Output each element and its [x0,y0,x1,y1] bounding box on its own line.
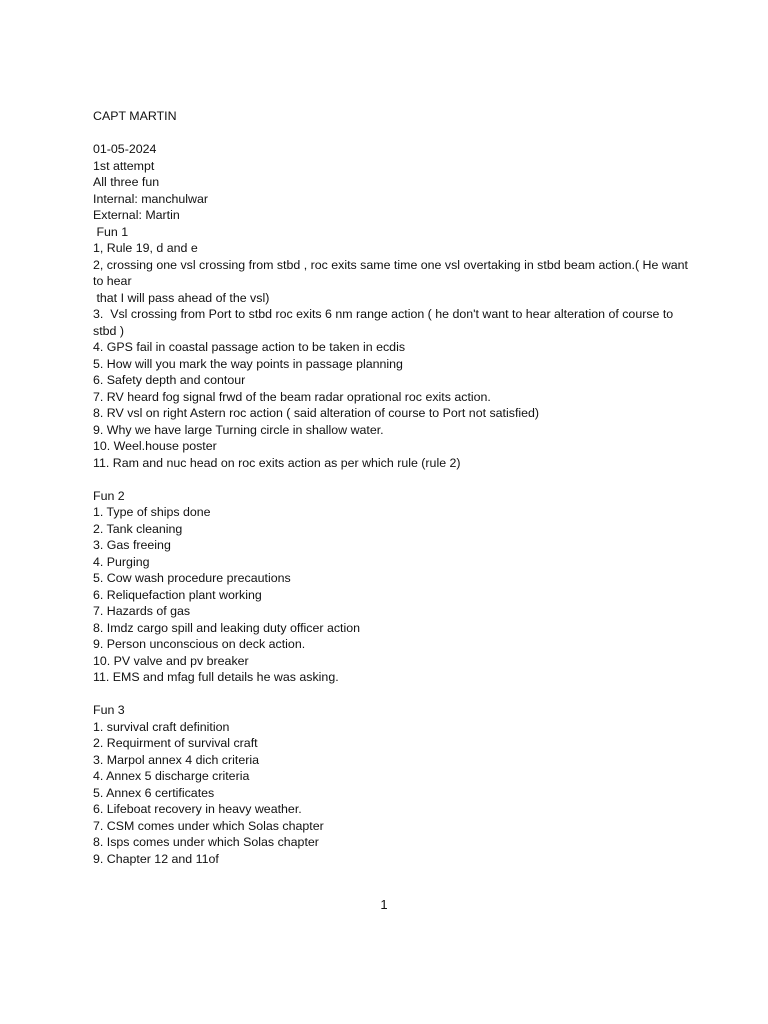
list-item: 1. Type of ships done [93,505,211,519]
scope-note: All three fun [93,175,160,189]
list-item: 1. survival craft definition [93,719,230,734]
list-item: 7. CSM comes under which Solas chapter [93,818,324,833]
list-item: 2. Requirment of survival craft [93,736,258,750]
list-item: 7. RV heard fog signal frwd of the beam radar oprational roc exits action. [93,389,491,404]
fun3-heading: Fun 3 [93,703,125,717]
list-item: 3. Gas freeing [93,538,171,552]
list-item: 5. Annex 6 certificates [93,785,215,800]
spacer [93,686,693,703]
list-item: 9. Why we have large Turning circle in shallow water. [93,422,384,437]
spacer [93,471,693,488]
list-item: 7. Hazards of gas [93,604,191,618]
fun2-heading: Fun 2 [93,488,125,503]
list-item: 10. PV valve and pv breaker [93,653,249,668]
list-item: 4. GPS fail in coastal passage action to be taken in ecdis [93,340,406,354]
list-item: 6. Lifeboat recovery in heavy weather. [93,802,302,816]
list-item: 5. Cow wash procedure precautions [93,571,291,585]
list-item: 8. RV vsl on right Astern roc action ( said alteration of course to Port not satisfied) [93,406,540,420]
list-item: 9. Chapter 12 and 11of [93,851,219,866]
list-item: 11. EMS and mfag full details he was asking. [93,670,339,684]
internal-examiner: Internal: manchulwar [93,191,209,206]
spacer [93,125,693,142]
document-title: CAPT MARTIN [93,109,177,123]
external-examiner: External: Martin [93,208,180,222]
list-item: 8. Imdz cargo spill and leaking duty officer action [93,620,361,635]
list-item: 10. Weel.house poster [93,439,217,453]
list-item: 9. Person unconscious on deck action. [93,637,306,651]
fun1-heading: Fun 1 [93,224,129,239]
list-item: 4. Purging [93,554,150,569]
list-item: 2. Tank cleaning [93,521,183,536]
page-number: 1 [380,897,388,912]
fun2-list [93,504,693,686]
fun3-list [93,719,693,868]
list-item: 3. Marpol annex 4 dich criteria [93,752,259,767]
list-item: 3. Vsl crossing from Port to stbd roc exits 6 nm range action ( he don't want to hear alteration of course to stbd ) [93,307,677,338]
exam-date: 01-05-2024 [93,142,157,156]
list-item: 1, Rule 19, d and e [93,241,198,255]
document-content [93,108,693,867]
list-item: 8. Isps comes under which Solas chapter [93,835,319,849]
list-item: 6. Safety depth and contour [93,373,246,387]
list-item: 2, crossing one vsl crossing from stbd , roc exits same time one vsl overtaking in stbd beam action.( He want to hear that I will pass ahead of the vsl) [93,257,689,305]
list-item: 6. Reliquefaction plant working [93,587,262,602]
attempt-note: 1st attempt [93,158,155,173]
fun1-list [93,240,693,471]
list-item: 11. Ram and nuc head on roc exits action as per which rule (rule 2) [93,455,461,470]
list-item: 5. How will you mark the way points in passage planning [93,356,403,371]
list-item: 4. Annex 5 discharge criteria [93,769,250,783]
